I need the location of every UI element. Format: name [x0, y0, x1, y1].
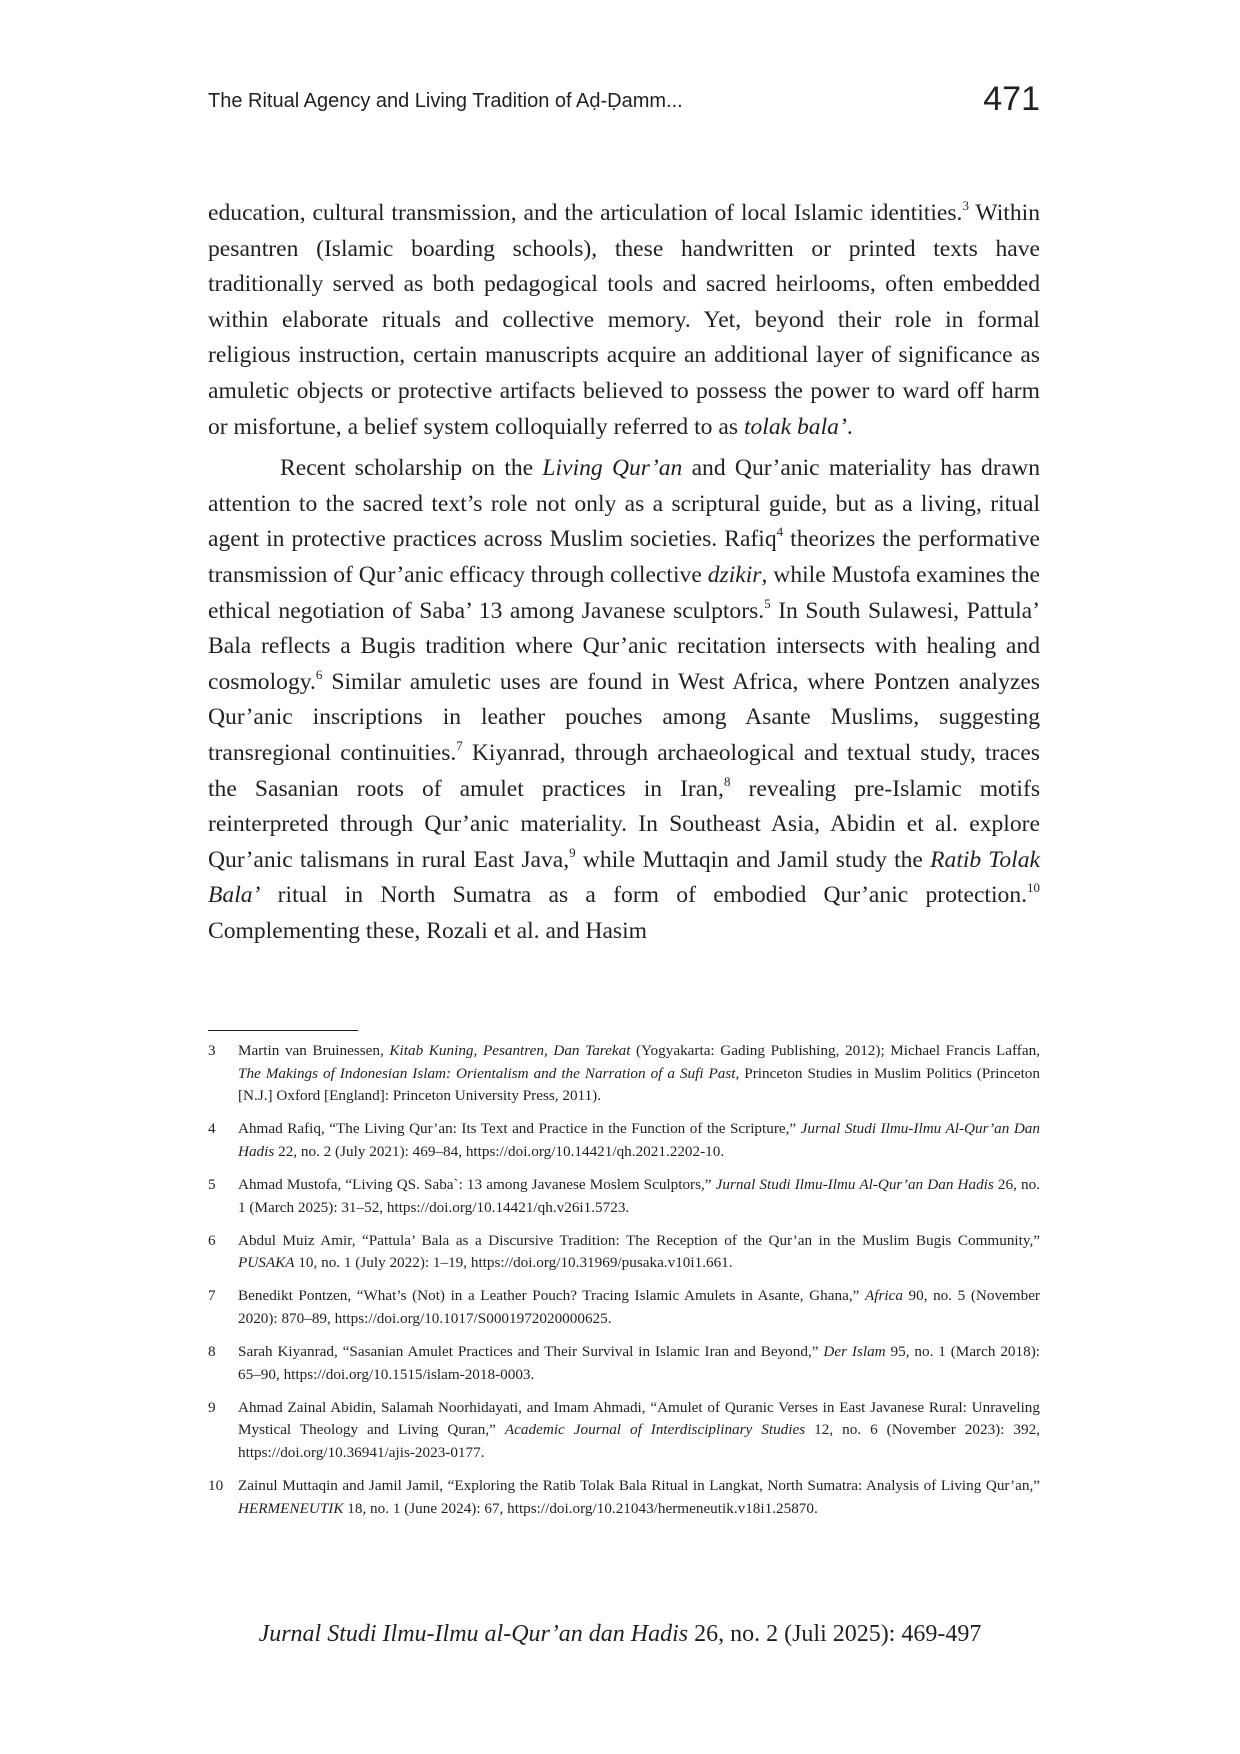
- footnote-ref-6[interactable]: 6: [315, 666, 323, 682]
- text-run: Kiyanrad, through archaeological and textual study, traces the Sasanian roots of amulet practices in Iran,: [208, 739, 1040, 802]
- footnote-text: 22, no. 2 (July 2021): 469–84, https://doi.org/10.14421/qh.2021.2202-10.: [274, 1142, 725, 1160]
- footnote-7: [208, 1285, 1040, 1330]
- text-run: , while Mustofa examines the ethical negotiation of Saba’ 13 among Javanese sculptors.: [208, 561, 1040, 624]
- footnote-text: 90, no. 5 (November 2020): 870–89, https://doi.org/10.1017/S0001972020000625.: [238, 1287, 1040, 1327]
- text-run: Complementing these, Rozali et al. and Hasim: [208, 917, 648, 944]
- footnote-number: 9: [208, 1398, 216, 1416]
- footnote-text: 95, no. 1 (March 2018): 65–90, https://doi.org/10.1515/islam-2018-0003.: [238, 1343, 1040, 1383]
- footnote-ref-5[interactable]: 5: [764, 595, 771, 611]
- footnote-text: Ahmad Mustofa, “Living QS. Saba`: 13 among Javanese Moslem Sculptors,”: [238, 1175, 716, 1193]
- italic-term: dzikir: [707, 561, 762, 588]
- text-run: revealing pre-Islamic motifs reinterpreted through Qur’anic materiality. In Southeast Asia, Abidin et al. explore Qur’anic talismans in rural East Java,: [208, 775, 1040, 873]
- footnote-title: Jurnal Studi Ilmu-Ilmu Al-Qur’an Dan Hadis: [238, 1120, 1040, 1160]
- footnote-title: Jurnal Studi Ilmu-Ilmu Al-Qur’an Dan Hadis: [715, 1175, 994, 1193]
- text-run: Recent scholarship on the: [280, 455, 543, 482]
- footnote-9: [208, 1397, 1040, 1465]
- footnote-number: 4: [208, 1120, 216, 1138]
- text-run: .: [846, 413, 853, 440]
- footnote-title: Kitab Kuning, Pesantren, Dan Tarekat: [389, 1042, 631, 1059]
- footnote-number: 5: [208, 1175, 216, 1193]
- paragraph-2: [208, 451, 1040, 949]
- footnote-text: 18, no. 1 (June 2024): 67, https://doi.org/10.21043/hermeneutik.v18i1.25870.: [343, 1499, 818, 1517]
- footnote-text: 12, no. 6 (November 2023): 392, https://doi.org/10.36941/ajis-2023-0177.: [238, 1421, 1040, 1461]
- running-head: [208, 80, 1040, 124]
- footnote-title: PUSAKA: [238, 1254, 295, 1272]
- paragraph-1: [208, 196, 1040, 445]
- footnote-title: The Makings of Indonesian Islam: Orientalism and the Narration of a Sufi Past: [238, 1064, 736, 1082]
- text-run: while Muttaqin and Jamil study the: [575, 846, 931, 873]
- journal-citation: 26, no. 2 (Juli 2025): 469-497: [688, 1621, 982, 1647]
- footnote-3: [208, 1040, 1040, 1108]
- footnote-number: 8: [208, 1343, 216, 1361]
- text-run: and Qur’anic materiality has drawn attention to the sacred text’s role not only as a scriptural guide, but as a living, ritual agent in protective practices across Muslim societies. Rafiq: [208, 455, 1041, 553]
- footnote-4: [208, 1118, 1040, 1163]
- italic-term: tolak bala’: [743, 413, 847, 440]
- footnote-text: Benedikt Pontzen, “What’s (Not) in a Leather Pouch? Tracing Islamic Amulets in Asante, Ghana,”: [238, 1287, 865, 1305]
- footnote-text: 26, no. 1 (March 2025): 31–52, https://doi.org/10.14421/qh.v26i1.5723.: [238, 1175, 1040, 1216]
- footnote-title: Der Islam: [823, 1343, 886, 1361]
- running-title: The Ritual Agency and Living Tradition of Aḍ-Ḍamm...: [208, 90, 683, 112]
- text-run: Within pesantren (Islamic boarding schools), these handwritten or printed texts have traditionally served as both pedagogical tools and sacred heirlooms, often embedded within elaborate rituals and collective memory. Yet, beyond their role in formal religious instruction, certain manuscripts acquire an additional layer of significance as amuletic objects or protective artifacts believed to possess the power to ward off harm or misfortune, a belief system colloquially referred to as: [208, 200, 1040, 440]
- footnote-5: [208, 1174, 1040, 1219]
- footnote-number: 3: [208, 1042, 216, 1059]
- footnote-title: HERMENEUTIK: [238, 1499, 344, 1517]
- footnote-text: Abdul Muiz Amir, “Pattula’ Bala as a Discursive Tradition: The Reception of the Qur’an in the Muslim Bugis Community,”: [238, 1231, 1040, 1249]
- text-run: Similar amuletic uses are found in West Africa, where Pontzen analyzes Qur’anic inscriptions in leather pouches among Asante Muslims, suggesting transregional continuities.: [208, 668, 1040, 766]
- footnote-text: Martin van Bruinessen,: [238, 1042, 390, 1059]
- footnote-8: [208, 1341, 1040, 1386]
- footnote-text: , Princeton Studies in Muslim Politics (Princeton [N.J.] Oxford [England]: Princeton University Press, 2011).: [238, 1064, 1040, 1105]
- footnotes: [208, 1040, 1040, 1531]
- journal-name: Jurnal Studi Ilmu-Ilmu al-Qur’an dan Hadis: [258, 1621, 689, 1647]
- text-run: education, cultural transmission, and the articulation of local Islamic identities.: [208, 200, 963, 226]
- footnote-ref-3[interactable]: 3: [962, 197, 969, 213]
- text-run: ritual in North Sumatra as a form of embodied Qur’anic protection.: [260, 882, 1028, 909]
- footnote-text: 10, no. 1 (July 2022): 1–19, https://doi.org/10.31969/pusaka.v10i1.661.: [294, 1254, 733, 1272]
- text-run: theorizes the performative transmission of Qur’anic efficacy through collective: [208, 526, 1040, 588]
- footnote-ref-10[interactable]: 10: [1027, 880, 1040, 896]
- running-foot: [0, 1621, 1240, 1648]
- footnote-ref-8[interactable]: 8: [723, 773, 731, 789]
- footnote-text: Sarah Kiyanrad, “Sasanian Amulet Practices and Their Survival in Islamic Iran and Beyond,”: [238, 1343, 824, 1361]
- text-run: In South Sulawesi, Pattula’ Bala reflects a Bugis tradition where Qur’anic recitation intersects with healing and cosmology.: [208, 597, 1041, 695]
- footnote-text: Ahmad Rafiq, “The Living Qur’an: Its Text and Practice in the Function of the Scripture,”: [238, 1120, 801, 1138]
- italic-term: Living Qur’an: [542, 455, 683, 482]
- footnote-title: Academic Journal of Interdisciplinary Studies: [504, 1421, 806, 1439]
- footnote-6: [208, 1230, 1040, 1275]
- footnote-ref-9[interactable]: 9: [569, 844, 576, 860]
- footnote-text: Ahmad Zainal Abidin, Salamah Noorhidayati, and Imam Ahmadi, “Amulet of Quranic Verses in East Javanese Rural: Unraveling Mystical Theology and Living Quran,”: [238, 1398, 1040, 1439]
- footnote-number: 6: [208, 1231, 216, 1249]
- footnote-text: Zainul Muttaqin and Jamil Jamil, “Exploring the Ratib Tolak Bala Ritual in Langkat, North Sumatra: Analysis of Living Qur’an,”: [238, 1477, 1040, 1494]
- footnote-number: 10: [208, 1477, 224, 1494]
- footnote-separator: [208, 1030, 358, 1031]
- footnote-title: Africa: [864, 1287, 903, 1305]
- footnote-10: [208, 1475, 1040, 1520]
- body-text: [208, 196, 1040, 949]
- page-number: 471: [983, 80, 1040, 118]
- footnote-ref-7[interactable]: 7: [456, 737, 463, 753]
- italic-term: Ratib Tolak Bala’: [208, 846, 1040, 909]
- footnote-text: (Yogyakarta: Gading Publishing, 2012); Michael Francis Laffan,: [630, 1042, 1040, 1059]
- footnote-number: 7: [208, 1287, 216, 1305]
- footnote-ref-4[interactable]: 4: [776, 524, 784, 540]
